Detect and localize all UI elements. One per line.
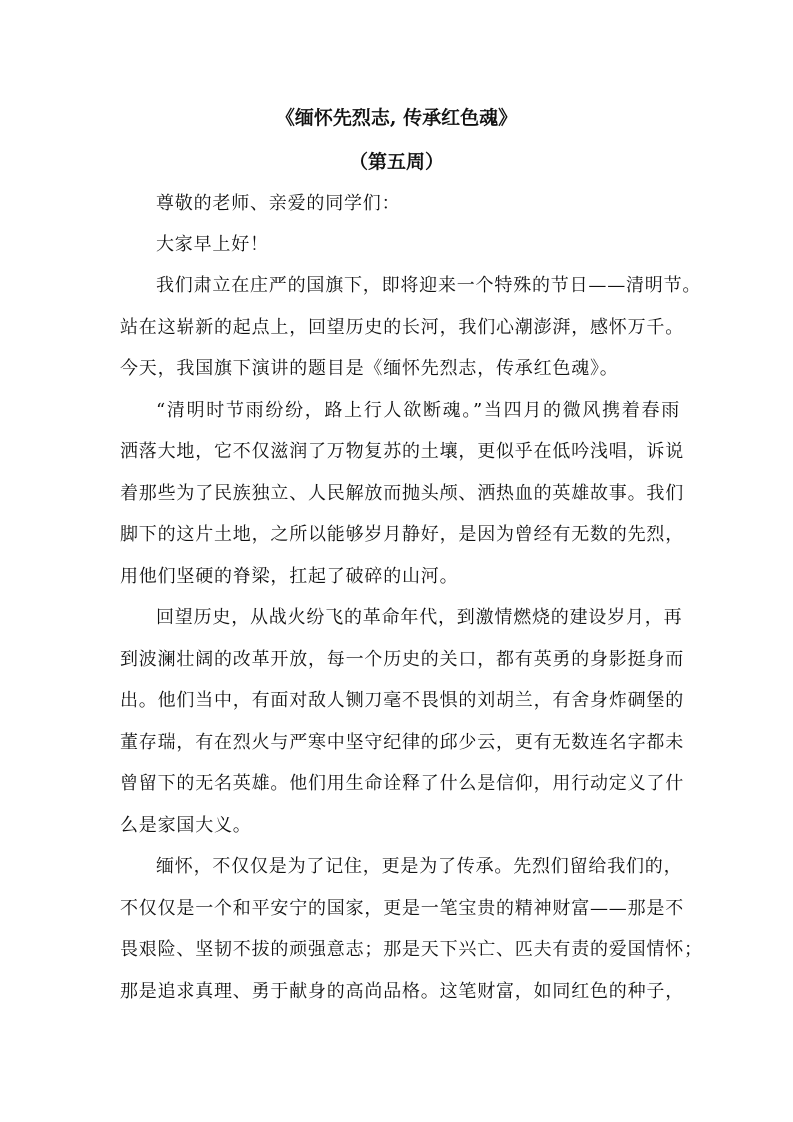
- paragraph-line: 今天，我国旗下演讲的题目是《缅怀先烈志，传承红色魂》。: [120, 358, 619, 379]
- paragraph-line: 回望历史，从战火纷飞的革命年代，到激情燃烧的建设岁月，再: [156, 607, 683, 628]
- paragraph-line: 出。他们当中，有面对敌人铡刀毫不畏惧的刘胡兰，有舍身炸碉堡的: [120, 690, 684, 711]
- paragraph-line: 缅怀，不仅仅是为了记住，更是为了传承。先烈们留给我们的，: [156, 856, 683, 877]
- paragraph-line: 我们肃立在庄严的国旗下，即将迎来一个特殊的节日——清明节。: [156, 275, 702, 296]
- document-subtitle: （第五周）: [348, 151, 444, 173]
- paragraph-line: 站在这崭新的起点上，回望历史的长河，我们心潮澎湃，感怀万千。: [120, 317, 684, 338]
- greeting-line: 大家早上好！: [156, 234, 269, 255]
- paragraph-line: 用他们坚硬的脊梁，扛起了破碎的山河。: [120, 566, 459, 587]
- paragraph-line: 到波澜壮阔的改革开放，每一个历史的关口，都有英勇的身影挺身而: [120, 649, 684, 670]
- paragraph-line: 曾留下的无名英雄。他们用生命诠释了什么是信仰，用行动定义了什: [120, 773, 684, 794]
- paragraph-line: 不仅仅是一个和平安宁的国家，更是一笔宝贵的精神财富——那是不: [120, 898, 684, 919]
- paragraph-line: 董存瑞，有在烈火与严寒中坚守纪律的邱少云，更有无数连名字都未: [120, 732, 684, 753]
- paragraph-line: 畏艰险、坚韧不拔的顽强意志；那是天下兴亡、匹夫有责的爱国情怀；: [120, 939, 703, 960]
- paragraph-line: 么是家国大义。: [120, 815, 252, 836]
- paragraph-line: 脚下的这片土地，之所以能够岁月静好，是因为曾经有无数的先烈，: [120, 524, 684, 545]
- paragraph-line: “清明时节雨纷纷，路上行人欲断魂。”当四月的微风携着春雨: [156, 400, 680, 421]
- paragraph-line: 着那些为了民族独立、人民解放而抛头颅、洒热血的英雄故事。我们: [120, 483, 684, 504]
- paragraph-line: 那是追求真理、勇于献身的高尚品格。这笔财富，如同红色的种子，: [120, 981, 684, 1002]
- document-title: 《缅怀先烈志, 传承红色魂》: [275, 107, 518, 129]
- greeting-line: 尊敬的老师、亲爱的同学们：: [156, 193, 401, 214]
- paragraph-line: 洒落大地，它不仅滋润了万物复苏的土壤，更似乎在低吟浅唱，诉说: [120, 441, 684, 462]
